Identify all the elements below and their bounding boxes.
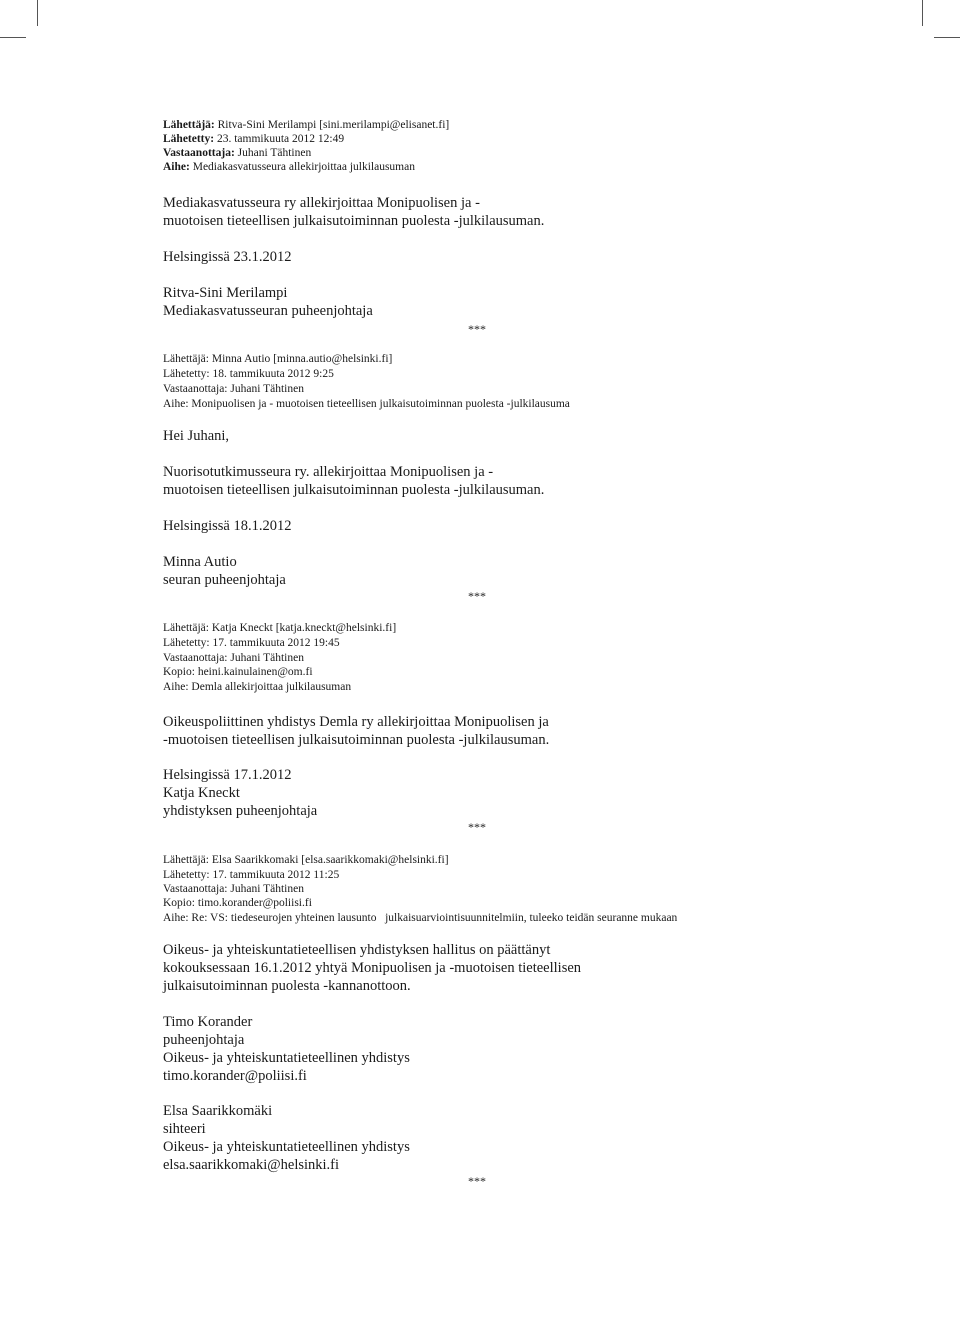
separator-3: *** — [468, 820, 486, 834]
email2-greeting: Hei Juhani, — [163, 428, 230, 444]
email2-from: Lähettäjä: Minna Autio [minna.autio@helsinki.fi] — [163, 353, 393, 365]
email1-signer-name: Ritva-Sini Merilampi — [163, 285, 288, 301]
email4-from: Lähettäjä: Elsa Saarikkomaki [elsa.saarikkomaki@helsinki.fi] — [163, 854, 449, 866]
email3-subject: Aihe: Demla allekirjoittaa julkilausuman — [163, 681, 352, 693]
email4-sig1-org: Oikeus- ja yhteiskuntatieteellinen yhdistys — [163, 1050, 410, 1066]
email1-subject: Aihe: Mediakasvatusseura allekirjoittaa julkilausuman — [163, 161, 415, 173]
email1-body-line-1: Mediakasvatusseura ry allekirjoittaa Monipuolisen ja - — [163, 195, 480, 211]
email2-subject: Aihe: Monipuolisen ja - muotoisen tieteellisen julkaisutoiminnan puolesta -julkilausuma — [163, 398, 570, 410]
separator-4: *** — [468, 1174, 486, 1188]
email4-body-line-3: julkaisutoiminnan puolesta -kannanottoon. — [163, 978, 411, 994]
email3-body-line-1: Oikeuspoliittinen yhdistys Demla ry allekirjoittaa Monipuolisen ja — [163, 714, 549, 730]
email2-body-line-2: muotoisen tieteellisen julkaisutoiminnan puolesta -julkilausuman. — [163, 482, 545, 498]
email4-to: Vastaanottaja: Juhani Tähtinen — [163, 883, 304, 895]
email3-to: Vastaanottaja: Juhani Tähtinen — [163, 652, 304, 664]
email2-signer-title: seuran puheenjohtaja — [163, 572, 286, 588]
email3-from: Lähettäjä: Katja Kneckt [katja.kneckt@helsinki.fi] — [163, 622, 397, 634]
email1-place-date: Helsingissä 23.1.2012 — [163, 249, 292, 265]
email3-signer-name: Katja Kneckt — [163, 785, 240, 801]
email4-body-line-1: Oikeus- ja yhteiskuntatieteellisen yhdistyksen hallitus on päättänyt — [163, 942, 551, 958]
email2-place-date: Helsingissä 18.1.2012 — [163, 518, 292, 534]
email4-subject: Aihe: Re: VS: tiedeseurojen yhteinen lausunto julkaisuarviointisuunnitelmiin, tuleeko teidän seuranne mukaan — [163, 912, 678, 924]
crop-mark-top-left-h — [0, 37, 26, 38]
email1-signer-title: Mediakasvatusseuran puheenjohtaja — [163, 303, 373, 319]
email4-body-line-2: kokouksessaan 16.1.2012 yhtyä Monipuolisen ja -muotoisen tieteellisen — [163, 960, 582, 976]
email3-sent: Lähetetty: 17. tammikuuta 2012 19:45 — [163, 637, 340, 649]
separator-2: *** — [468, 589, 486, 603]
email1-from: Lähettäjä: Ritva-Sini Merilampi [sini.merilampi@elisanet.fi] — [163, 119, 450, 131]
email2-signer-name: Minna Autio — [163, 554, 237, 570]
email1-sent: Lähetetty: 23. tammikuuta 2012 12:49 — [163, 133, 345, 145]
separator-1: *** — [468, 322, 486, 336]
email2-to: Vastaanottaja: Juhani Tähtinen — [163, 383, 304, 395]
email3-body-line-2: -muotoisen tieteellisen julkaisutoiminnan puolesta -julkilausuman. — [163, 732, 550, 748]
email2-sent: Lähetetty: 18. tammikuuta 2012 9:25 — [163, 368, 334, 380]
email1-to: Vastaanottaja: Juhani Tähtinen — [163, 147, 312, 159]
crop-mark-top-left — [37, 0, 38, 26]
email4-sig1-title: puheenjohtaja — [163, 1032, 245, 1048]
email4-sig2-title: sihteeri — [163, 1121, 206, 1137]
email4-sig2-org: Oikeus- ja yhteiskuntatieteellinen yhdistys — [163, 1139, 410, 1155]
crop-mark-top-right-h — [934, 37, 960, 38]
email3-signer-title: yhdistyksen puheenjohtaja — [163, 803, 318, 819]
email4-sig2-email: elsa.saarikkomaki@helsinki.fi — [163, 1157, 340, 1173]
crop-mark-top-right — [922, 0, 923, 26]
email4-sig2-name: Elsa Saarikkomäki — [163, 1103, 273, 1119]
email4-cc: Kopio: timo.korander@poliisi.fi — [163, 897, 312, 909]
email4-sig1-name: Timo Korander — [163, 1014, 253, 1030]
email4-sent: Lähetetty: 17. tammikuuta 2012 11:25 — [163, 869, 340, 881]
email2-body-line-1: Nuorisotutkimusseura ry. allekirjoittaa Monipuolisen ja - — [163, 464, 494, 480]
email4-sig1-email: timo.korander@poliisi.fi — [163, 1068, 307, 1084]
email3-cc: Kopio: heini.kainulainen@om.fi — [163, 666, 313, 678]
email3-place-date: Helsingissä 17.1.2012 — [163, 767, 292, 783]
email1-body-line-2: muotoisen tieteellisen julkaisutoiminnan puolesta -julkilausuman. — [163, 213, 545, 229]
